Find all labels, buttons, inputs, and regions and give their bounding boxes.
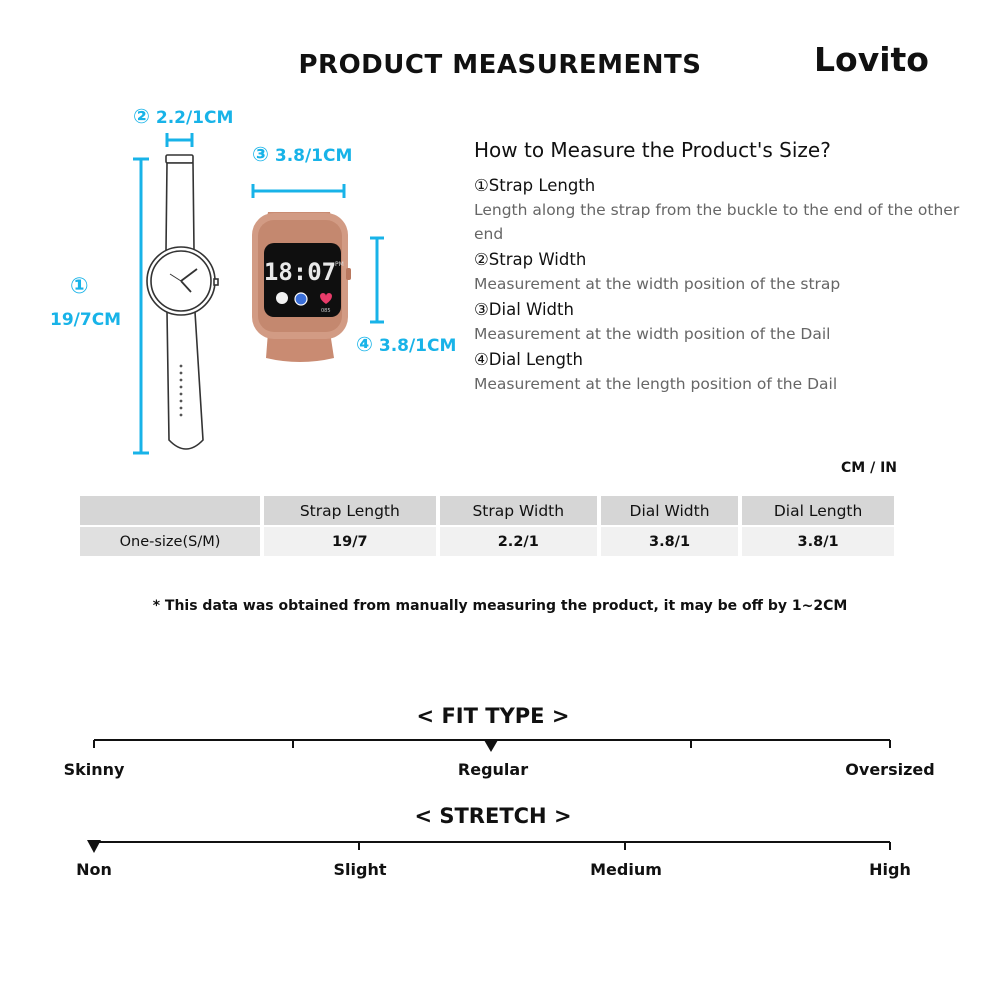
- astronaut-icon: [276, 292, 288, 304]
- fit-type-selected-marker: [484, 740, 498, 752]
- unit-label: CM / IN: [841, 460, 897, 476]
- table-cell: 2.2/1: [440, 527, 597, 556]
- marker-4: ④: [356, 332, 373, 356]
- strap-length-value: 19/7CM: [50, 310, 122, 330]
- planet-icon: [295, 293, 307, 305]
- digital-badge: 085: [321, 308, 331, 314]
- fit-type-label-skinny: Skinny: [63, 760, 125, 779]
- page-title: PRODUCT MEASUREMENTS: [298, 50, 702, 80]
- how-to-item: [474, 348, 974, 396]
- how-to-list: [474, 174, 974, 398]
- how-to-item-title: ③Dial Width: [474, 300, 574, 319]
- table-header-cell: Strap Width: [440, 496, 597, 525]
- stretch-scale: [0, 830, 1000, 870]
- crown: [214, 279, 218, 285]
- stretch-label-slight: Slight: [333, 860, 387, 879]
- table-header-cell: Dial Length: [742, 496, 894, 525]
- table-header-row: [80, 496, 894, 525]
- fit-type-label-regular: Regular: [457, 760, 529, 779]
- how-to-item-title: ②Strap Width: [474, 250, 587, 269]
- how-to-item: [474, 248, 974, 296]
- digital-watch: [252, 212, 351, 362]
- analog-watch: [147, 155, 218, 449]
- how-to-item-desc: Measurement at the width position of the Dail: [474, 325, 831, 343]
- dial-length-value: 3.8/1CM: [378, 336, 457, 356]
- buckle: [166, 155, 193, 163]
- stretch-label-high: High: [869, 860, 911, 879]
- marker-3: ③: [252, 142, 269, 166]
- size-table: [76, 494, 898, 558]
- disclaimer: * This data was obtained from manually measuring the product, it may be off by 1~2CM: [152, 598, 848, 614]
- stretch-title: < STRETCH >: [414, 804, 572, 828]
- digital-time: 18:07: [263, 258, 337, 286]
- stretch-selected-marker: [87, 840, 101, 853]
- table-cell: One-size(S/M): [80, 527, 260, 556]
- table-row: [80, 527, 894, 556]
- how-to-item-title: ①Strap Length: [474, 176, 596, 195]
- table-header-cell: [80, 496, 260, 525]
- strap-width-value: 2.2/1CM: [155, 108, 234, 128]
- strap-length-marker: ①: [70, 274, 89, 299]
- table-cell: 3.8/1: [601, 527, 738, 556]
- upper-strap: [166, 163, 194, 250]
- how-to-item-desc: Measurement at the width position of the strap: [474, 275, 841, 293]
- how-to-title: How to Measure the Product's Size?: [474, 138, 831, 162]
- dial-width-value: 3.8/1CM: [274, 146, 353, 166]
- how-to-item-title: ④Dial Length: [474, 350, 583, 369]
- table-cell: 3.8/1: [742, 527, 894, 556]
- side-button: [346, 268, 351, 280]
- how-to-item: [474, 174, 974, 246]
- how-to-item-desc: Measurement at the length position of the Dail: [474, 375, 838, 393]
- stretch-label-medium: Medium: [590, 860, 662, 879]
- fit-type-title: < FIT TYPE >: [416, 704, 570, 728]
- table-header-cell: Dial Width: [601, 496, 738, 525]
- digital-ampm: PM: [335, 261, 344, 268]
- lower-strap: [167, 312, 203, 449]
- stretch-label-non: Non: [76, 860, 112, 879]
- table-cell: 19/7: [264, 527, 436, 556]
- how-to-item-desc: Length along the strap from the buckle to the end of the other end: [474, 201, 960, 243]
- watch-illustration: [0, 0, 470, 470]
- brand-logo: Lovito: [814, 40, 929, 79]
- table-header-cell: Strap Length: [264, 496, 436, 525]
- fit-type-label-oversized: Oversized: [845, 760, 935, 779]
- marker-2: ②: [133, 104, 150, 128]
- how-to-item: [474, 298, 974, 346]
